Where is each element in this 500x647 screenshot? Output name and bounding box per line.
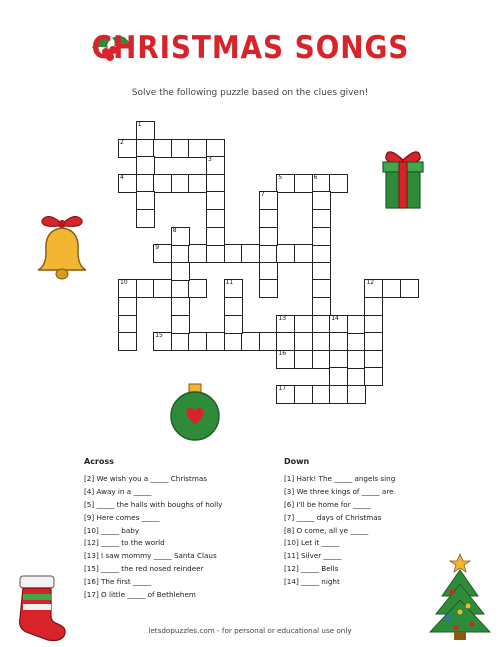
down-heading: Down [284,457,310,466]
crossword-cell[interactable] [206,174,225,193]
page-title: CHRISTMAS SONGS [91,30,409,66]
down-clue: [7] _____ days of Christmas [284,512,382,522]
crossword-cell[interactable] [364,315,383,334]
crossword-cell[interactable] [188,332,207,351]
clue-number: 5 [278,173,283,181]
crossword-cell[interactable] [312,174,331,193]
down-clue: [11] Silver _____ [284,551,342,561]
clue-number: 6 [313,173,318,181]
crossword-cell[interactable] [188,139,207,158]
crossword-cell[interactable] [118,332,137,351]
crossword-cell[interactable] [188,174,207,193]
crossword-cell[interactable] [241,244,260,263]
crossword-cell[interactable] [206,227,225,246]
across-clue: [2] We wish you a _____ Christmas [84,473,207,483]
ornament-icon [168,382,222,442]
crossword-cell[interactable] [153,279,172,298]
crossword-cell[interactable] [118,174,137,193]
across-clue: [17] O little _____ of Bethlehem [84,590,196,600]
crossword-cell[interactable] [329,385,348,404]
crossword-cell[interactable] [329,315,348,334]
crossword-cell[interactable] [224,332,243,351]
crossword-cell[interactable] [118,315,137,334]
across-clue: [5] _____ the halls with boughs of holly [84,499,223,509]
crossword-cell[interactable] [259,209,278,228]
crossword-cell[interactable] [224,297,243,316]
crossword-cell[interactable] [276,174,295,193]
clue-number: 10 [120,279,128,287]
crossword-cell[interactable] [347,385,366,404]
crossword-cell[interactable] [312,279,331,298]
crossword-cell[interactable] [136,156,155,175]
across-clue: [13] I saw mommy _____ Santa Claus [84,551,217,561]
crossword-cell[interactable] [329,350,348,369]
clue-number: 14 [331,314,339,322]
across-clue: [16] The first _____ [84,577,151,587]
gift-icon [378,146,428,212]
crossword-cell[interactable] [312,262,331,281]
across-heading: Across [84,457,114,466]
crossword-cell[interactable] [382,279,401,298]
footer-credit: letsdopuzzles.com - for personal or educational use only [148,626,352,635]
crossword-cell[interactable] [171,227,190,246]
clue-number: 12 [366,279,375,287]
crossword-cell[interactable] [276,350,295,369]
crossword-cell[interactable] [400,279,419,298]
crossword-cell[interactable] [188,279,207,298]
crossword-cell[interactable] [153,332,172,351]
crossword-cell[interactable] [312,315,331,334]
crossword-cell[interactable] [241,332,260,351]
crossword-cell[interactable] [259,332,278,351]
down-clue: [1] Hark! The _____ angels sing [284,473,396,483]
crossword-cell[interactable] [312,227,331,246]
across-clue: [12] _____ to the world [84,538,165,548]
crossword-cell[interactable] [294,315,313,334]
clue-number: 2 [120,138,124,146]
crossword-cell[interactable] [206,209,225,228]
crossword-cell[interactable] [276,244,295,263]
crossword-cell[interactable] [364,279,383,298]
down-clue: [6] I'll be home for _____ [284,499,371,509]
crossword-cell[interactable] [259,244,278,263]
down-clue: [14] _____ night [284,577,340,587]
clue-number: 1 [137,121,142,128]
across-clues [84,456,222,602]
crossword-cell[interactable] [329,174,348,193]
crossword-cell[interactable] [329,332,348,351]
crossword-cell[interactable] [171,244,190,263]
crossword-cell[interactable] [364,367,383,386]
across-clue: [4] Away in a _____ [84,486,152,496]
clue-number: 13 [278,314,287,322]
crossword-cell[interactable] [136,191,155,210]
clue-number: 8 [172,226,177,234]
clue-number: 3 [208,156,212,164]
crossword-cell[interactable] [118,139,137,158]
crossword-cell[interactable] [136,279,155,298]
crossword-cell[interactable] [347,315,366,334]
crossword-cell[interactable] [206,244,225,263]
down-clue: [12] _____ Bells [284,564,339,574]
crossword-cell[interactable] [224,315,243,334]
crossword-cell[interactable] [312,191,331,210]
down-clues [284,456,395,589]
clue-number: 7 [260,191,265,199]
crossword-cell[interactable] [276,332,295,351]
crossword-cell[interactable] [312,244,331,263]
crossword-cell[interactable] [364,297,383,316]
across-clue: [9] Here comes _____ [84,512,160,522]
crossword-cell[interactable] [224,279,243,298]
crossword-cell[interactable] [136,174,155,193]
crossword-cell[interactable] [153,244,172,263]
clue-number: 4 [120,173,124,181]
crossword-cell[interactable] [259,279,278,298]
clue-number: 16 [278,349,287,357]
crossword-cell[interactable] [312,209,331,228]
crossword-cell[interactable] [206,191,225,210]
clue-number: 17 [278,385,287,392]
crossword-cell[interactable] [259,262,278,281]
crossword-cell[interactable] [153,139,172,158]
crossword-cell[interactable] [171,332,190,351]
crossword-cell[interactable] [312,350,331,369]
crossword-cell[interactable] [259,227,278,246]
across-clue: [15] _____ the red nosed reindeer [84,564,204,574]
crossword-cell[interactable] [312,385,331,404]
down-clue: [10] Let it _____ [284,538,340,548]
crossword-cell[interactable] [153,174,172,193]
clue-number: 11 [225,279,234,287]
crossword-cell[interactable] [171,262,190,281]
crossword-cell[interactable] [171,174,190,193]
crossword-cell[interactable] [171,297,190,316]
crossword-cell[interactable] [312,332,331,351]
crossword-cell[interactable] [188,244,207,263]
crossword-cell[interactable] [171,139,190,158]
crossword-cell[interactable] [136,209,155,228]
crossword-cell[interactable] [206,156,225,175]
crossword-cell[interactable] [294,244,313,263]
crossword-cell[interactable] [206,139,225,158]
crossword-cell[interactable] [347,350,366,369]
crossword-cell[interactable] [224,244,243,263]
crossword-cell[interactable] [276,385,295,404]
crossword-cell[interactable] [364,350,383,369]
across-clue: [10] _____ baby [84,525,140,535]
crossword-cell[interactable] [294,174,313,193]
crossword-cell[interactable] [171,279,190,298]
crossword-cell[interactable] [118,279,137,298]
clue-number: 15 [155,332,163,340]
crossword-cell[interactable] [294,332,313,351]
down-clue: [8] O come, all ye _____ [284,525,369,535]
crossword-cell[interactable] [329,367,348,386]
crossword-cell[interactable] [118,297,137,316]
crossword-cell[interactable] [276,315,295,334]
crossword-cell[interactable] [259,191,278,210]
down-clue: [3] We three kings of _____ are [284,486,394,496]
crossword-cell[interactable] [206,332,225,351]
clue-number: 9 [155,244,160,252]
crossword-cell[interactable] [312,297,331,316]
crossword-cell[interactable] [364,332,383,351]
crossword-cell[interactable] [294,350,313,369]
crossword-cell[interactable] [136,139,155,158]
page-subtitle: Solve the following puzzle based on the clues given! [131,88,369,98]
crossword-cell[interactable] [294,385,313,404]
crossword-cell[interactable] [171,315,190,334]
crossword-cell[interactable] [136,121,155,140]
bell-icon [30,212,96,284]
